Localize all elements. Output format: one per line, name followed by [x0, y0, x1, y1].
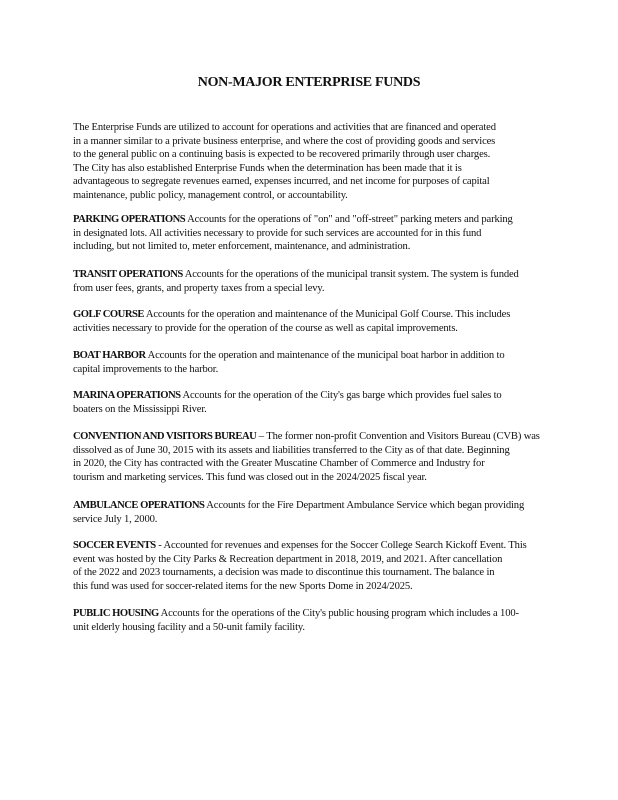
text-line [73, 389, 553, 403]
text-line [73, 189, 553, 203]
line-text: to the general public on a continuing basis is expected to be recovered primarily through user charges. [73, 149, 491, 161]
text-line [73, 349, 553, 363]
paragraph [73, 430, 553, 484]
page-title: NON-MAJOR ENTERPRISE FUNDS [197, 75, 421, 90]
line-text: The Enterprise Funds are utilized to account for operations and activities that are financed and operated [73, 122, 496, 133]
line-text: in a manner similar to a private business enterprise, and where the cost of providing goods and services [73, 135, 496, 147]
section-heading: BOAT HARBOR [73, 350, 146, 361]
text-line [73, 213, 553, 227]
section-heading: PARKING OPERATIONS [73, 214, 186, 225]
line-text: Accounts for the operation of the City's gas barge which provides fuel sales to [180, 390, 502, 401]
text-line [73, 175, 553, 189]
text-line [73, 121, 553, 135]
line-text: in 2020, the City has contracted with the Greater Muscatine Chamber of Commerce and Industry for [73, 458, 485, 470]
section-heading: CONVENTION AND VISITORS BUREAU [73, 431, 257, 442]
line-text: activities necessary to provide for the operation of the course as well as capital improvements. [73, 322, 458, 334]
paragraph [73, 213, 553, 254]
line-text: service July 1, 2000. [73, 513, 158, 525]
line-text: Accounts for the operation and maintenance of the Municipal Golf Course. This includes [143, 309, 511, 320]
line-text: boaters on the Mississippi River. [73, 403, 207, 415]
paragraph [73, 268, 553, 295]
line-text: tourism and marketing services. This fund was closed out in the 2024/2025 fiscal year. [73, 471, 427, 483]
line-text: Accounts for the operation and maintenance of the municipal boat harbor in addition to [145, 350, 505, 361]
text-line [73, 444, 553, 458]
line-text: unit elderly housing facility and a 50-unit family facility. [73, 621, 305, 633]
text-line [73, 135, 553, 149]
text-line [73, 227, 553, 241]
text-line [73, 148, 553, 162]
line-text: Accounts for the operations of the City's public housing program which includes a 100- [158, 608, 519, 619]
text-line [73, 499, 553, 513]
text-line [73, 403, 553, 417]
line-text: - Accounted for revenues and expenses for the Soccer College Search Kickoff Event. This [155, 540, 527, 551]
line-text: including, but not limited to, meter enforcement, maintenance, and administration. [73, 241, 411, 253]
section-heading: PUBLIC HOUSING [73, 608, 159, 619]
section-heading: SOCCER EVENTS [73, 540, 156, 551]
line-text: of the 2022 and 2023 tournaments, a decision was made to discontinue this tournament. The balance in [73, 567, 495, 579]
line-text: – The former non-profit Convention and Visitors Bureau (CVB) was [256, 431, 540, 442]
line-text: from user fees, grants, and property taxes from a special levy. [73, 282, 325, 294]
section-heading: TRANSIT OPERATIONS [73, 269, 183, 280]
paragraph [73, 539, 553, 593]
text-line [73, 282, 553, 296]
text-line [73, 607, 553, 621]
paragraph [73, 308, 553, 335]
paragraph [73, 121, 553, 203]
line-text: The City has also established Enterprise Funds when the determination has been made that it is [73, 162, 462, 174]
text-line [73, 162, 553, 176]
text-line [73, 580, 553, 594]
paragraph [73, 389, 553, 416]
paragraph [73, 349, 553, 376]
text-line [73, 308, 553, 322]
text-line [73, 471, 553, 485]
line-text: advantageous to segregate revenues earned, expenses incurred, and net income for purposes of capital [73, 176, 490, 188]
section-heading: GOLF COURSE [73, 309, 144, 320]
text-line [73, 553, 553, 567]
line-text: event was hosted by the City Parks & Recreation department in 2018, 2019, and 2021. After cancellation [73, 553, 503, 565]
text-line [73, 363, 553, 377]
line-text: Accounts for the Fire Department Ambulance Service which began providing [204, 500, 525, 511]
paragraph [73, 499, 553, 526]
line-text: dissolved as of June 30, 2015 with its assets and liabilities transferred to the City as of that date. Beginning [73, 444, 510, 456]
text-line [73, 513, 553, 527]
line-text: maintenance, public policy, management control, or accountability. [73, 189, 348, 201]
text-line [73, 539, 553, 553]
text-line [73, 457, 553, 471]
text-line [73, 268, 553, 282]
text-line [73, 621, 553, 635]
text-line [73, 322, 553, 336]
line-text: Accounts for the operations of "on" and "off-street" parking meters and parking [185, 214, 513, 225]
text-line [73, 240, 553, 254]
line-text: this fund was used for soccer-related items for the new Sports Dome in 2024/2025. [73, 580, 413, 592]
section-heading: MARINA OPERATIONS [73, 390, 181, 401]
line-text: Accounts for the operations of the municipal transit system. The system is funded [182, 269, 519, 280]
section-heading: AMBULANCE OPERATIONS [73, 500, 205, 511]
line-text: in designated lots. All activities necessary to provide for such services are accounted for in this fund [73, 227, 482, 239]
paragraph [73, 607, 553, 634]
text-line [73, 566, 553, 580]
line-text: capital improvements to the harbor. [73, 363, 219, 375]
text-line [73, 430, 553, 444]
